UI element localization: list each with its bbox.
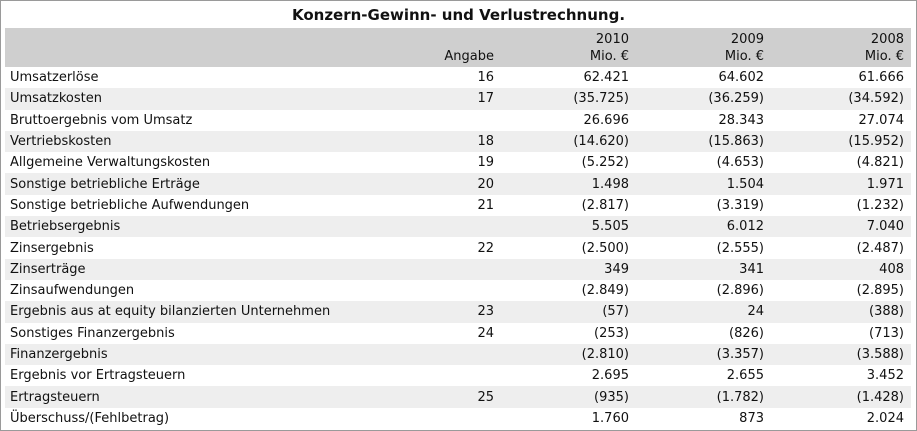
row-label: Umsatzkosten — [10, 91, 102, 107]
row-value-2010: 5.505 — [591, 219, 629, 235]
row-value-2010: 26.696 — [583, 112, 629, 128]
table-row — [5, 67, 911, 88]
table-row — [5, 173, 911, 194]
row-label: Sonstige betriebliche Aufwendungen — [10, 197, 250, 213]
row-note: 24 — [477, 325, 494, 341]
row-value-2010: (57) — [602, 304, 629, 320]
row-value-2010: (5.252) — [581, 155, 629, 171]
header-unit: Mio. € — [864, 49, 904, 64]
row-note — [341, 216, 501, 237]
row-note: 16 — [477, 70, 494, 86]
row-value-2010: (14.620) — [573, 134, 629, 150]
row-label: Zinserträge — [10, 261, 86, 277]
table-row — [5, 386, 911, 407]
row-value-2010: 349 — [604, 261, 629, 277]
header-unit: Mio. € — [724, 49, 764, 64]
row-label: Sonstige betriebliche Erträge — [10, 176, 200, 192]
row-value-2008: (713) — [869, 325, 904, 341]
row-value-2009: (2.896) — [716, 283, 764, 299]
row-note — [341, 408, 501, 429]
header-row — [5, 28, 911, 67]
table-row — [5, 237, 911, 258]
row-value-2008: (1.428) — [856, 389, 904, 405]
row-value-2008: 1.971 — [866, 176, 904, 192]
income-statement-table — [5, 28, 911, 429]
table-row — [5, 88, 911, 109]
table-row — [5, 323, 911, 344]
header-label-cell — [5, 28, 341, 67]
row-value-2009: 1.504 — [726, 176, 764, 192]
row-note: 18 — [477, 134, 494, 150]
header-year: 2010 — [595, 32, 629, 47]
row-note — [341, 259, 501, 280]
header-year-2008 — [771, 28, 911, 67]
row-value-2010: 1.498 — [591, 176, 629, 192]
row-value-2008: 2.024 — [866, 410, 904, 426]
row-value-2010: 1.760 — [591, 410, 629, 426]
row-label: Sonstiges Finanzergebnis — [10, 325, 175, 341]
header-year: 2009 — [730, 32, 764, 47]
row-value-2010: (2.849) — [581, 283, 629, 299]
row-value-2008: (1.232) — [856, 197, 904, 213]
header-year-2009 — [636, 28, 771, 67]
row-value-2008: (3.588) — [856, 347, 904, 362]
table-row — [5, 408, 911, 429]
row-label: Ergebnis aus at equity bilanzierten Unternehmen — [10, 304, 331, 320]
row-value-2008: (4.821) — [856, 155, 904, 171]
header-note: Angabe — [444, 49, 494, 64]
table-row — [5, 110, 911, 131]
row-label: Umsatzerlöse — [10, 70, 99, 86]
row-label: Finanzergebnis — [10, 347, 108, 362]
row-label: Überschuss/(Fehlbetrag) — [10, 410, 170, 426]
row-note — [341, 344, 501, 365]
row-value-2009: 6.012 — [726, 219, 764, 235]
table-row — [5, 131, 911, 152]
table-row — [5, 259, 911, 280]
row-value-2008: (15.952) — [848, 134, 904, 150]
table-row — [5, 344, 911, 365]
row-note — [341, 280, 501, 301]
row-value-2010: 62.421 — [583, 70, 629, 86]
row-value-2009: (3.357) — [716, 347, 764, 362]
row-value-2009: (36.259) — [708, 91, 764, 107]
row-label: Vertriebskosten — [10, 134, 112, 150]
row-value-2008: 61.666 — [858, 70, 904, 86]
row-label: Bruttoergebnis vom Umsatz — [10, 112, 193, 128]
row-label: Allgemeine Verwaltungskosten — [10, 155, 211, 171]
row-value-2010: (2.500) — [581, 240, 629, 256]
header-year: 2008 — [870, 32, 904, 47]
row-note: 25 — [477, 389, 494, 405]
row-value-2008: 7.040 — [866, 219, 904, 235]
row-note: 22 — [477, 240, 494, 256]
row-value-2010: (935) — [594, 389, 629, 405]
row-value-2010: (35.725) — [573, 91, 629, 107]
row-value-2009: (1.782) — [716, 389, 764, 405]
header-unit: Mio. € — [589, 49, 629, 64]
row-value-2008: (34.592) — [848, 91, 904, 107]
row-value-2009: 64.602 — [718, 70, 764, 86]
header-year-2010 — [501, 28, 636, 67]
row-value-2009: (4.653) — [716, 155, 764, 171]
row-note: 17 — [477, 91, 494, 107]
table-title: Konzern-Gewinn- und Verlustrechnung. — [291, 6, 626, 24]
row-value-2009: (15.863) — [708, 134, 764, 150]
row-note — [341, 110, 501, 131]
row-label: Zinsaufwendungen — [10, 283, 135, 299]
table-row — [5, 152, 911, 173]
row-value-2010: (253) — [594, 325, 629, 341]
row-value-2010: (2.817) — [581, 197, 629, 213]
table-row — [5, 301, 911, 322]
row-value-2008: 3.452 — [866, 368, 904, 384]
row-value-2009: (2.555) — [716, 240, 764, 256]
row-note: 23 — [477, 304, 494, 320]
row-label: Ertragsteuern — [10, 389, 100, 405]
row-value-2009: 873 — [739, 410, 764, 426]
row-label: Zinsergebnis — [10, 240, 94, 256]
table-row — [5, 280, 911, 301]
row-note: 21 — [477, 197, 494, 213]
row-label: Betriebsergebnis — [10, 219, 121, 235]
table-row — [5, 195, 911, 216]
row-value-2008: (2.895) — [856, 283, 904, 299]
row-value-2008: 408 — [879, 261, 904, 277]
table-body — [5, 67, 911, 429]
row-value-2010: 2.695 — [591, 368, 629, 384]
table-row — [5, 365, 911, 386]
row-label: Ergebnis vor Ertragsteuern — [10, 368, 186, 384]
row-value-2010: (2.810) — [581, 347, 629, 362]
row-value-2008: 27.074 — [858, 112, 904, 128]
table-row — [5, 216, 911, 237]
row-value-2009: (826) — [729, 325, 764, 341]
row-value-2009: (3.319) — [716, 197, 764, 213]
row-value-2008: (2.487) — [856, 240, 904, 256]
row-value-2008: (388) — [869, 304, 904, 320]
row-value-2009: 28.343 — [718, 112, 764, 128]
row-value-2009: 24 — [747, 304, 764, 320]
row-note: 20 — [477, 176, 494, 192]
row-note: 19 — [477, 155, 494, 171]
row-value-2009: 341 — [739, 261, 764, 277]
row-value-2009: 2.655 — [726, 368, 764, 384]
row-note — [341, 365, 501, 386]
